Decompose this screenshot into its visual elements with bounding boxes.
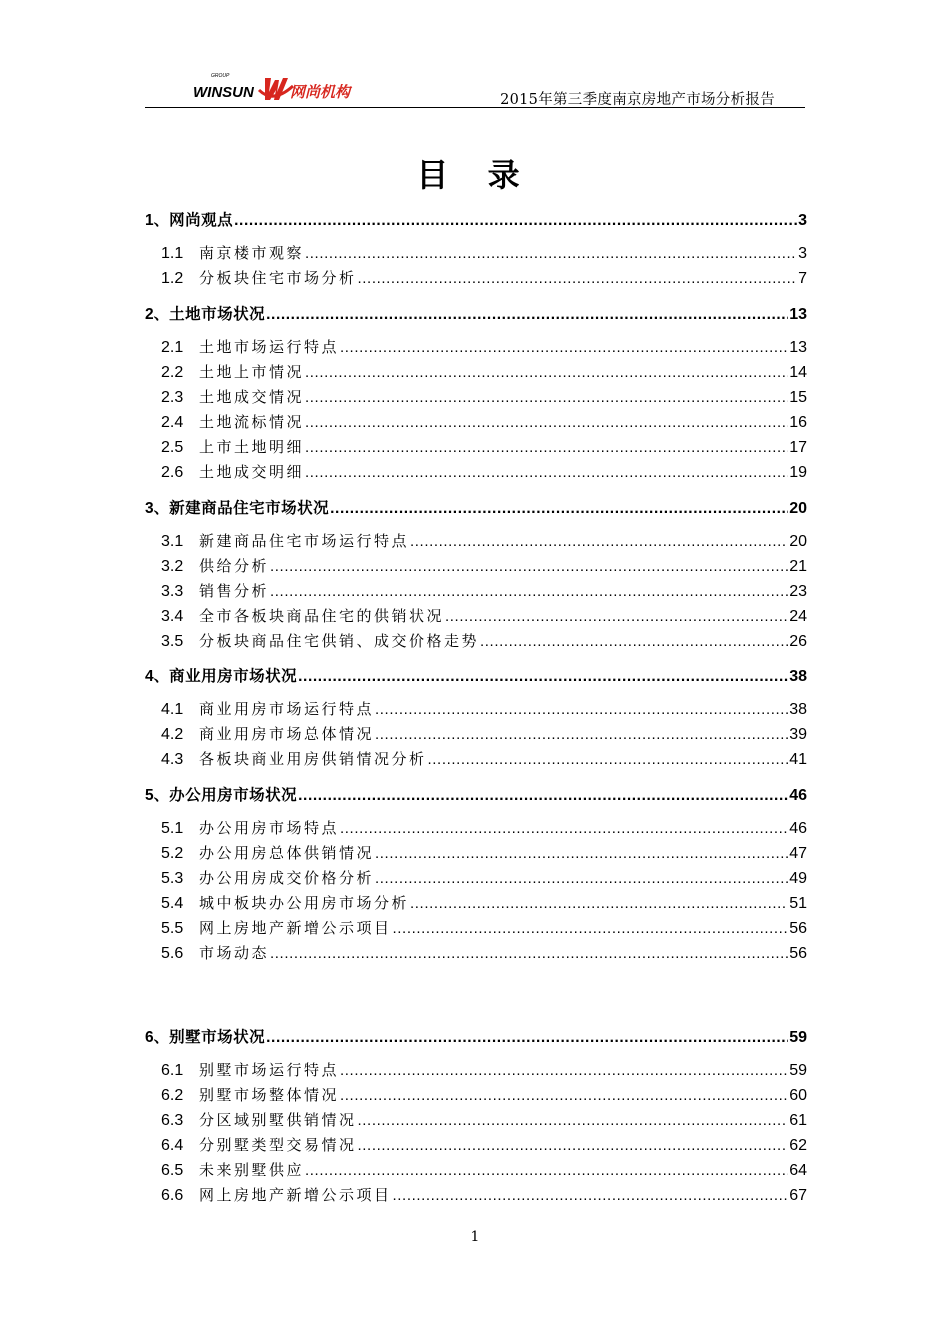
toc-entry-number: 6.3 <box>161 1112 184 1129</box>
toc-entry-label: 办公用房市场特点 <box>199 819 340 837</box>
toc-entry-page: 20 <box>789 500 807 517</box>
toc-entry-page: 13 <box>789 306 807 323</box>
toc-entry-label: 办公用房成交价格分析 <box>199 869 375 887</box>
toc-entry-label: 网尚观点 <box>169 211 234 229</box>
toc-entry[interactable] <box>161 267 807 289</box>
toc-entry[interactable] <box>145 302 807 324</box>
toc-entry-number: 2、 <box>145 306 170 323</box>
toc-entry-label: 市场动态 <box>199 944 270 962</box>
toc-entry-label: 网上房地产新增公示项目 <box>199 1186 392 1204</box>
toc-entry-label: 商业用房市场状况 <box>169 667 298 685</box>
dot-leader <box>305 414 788 431</box>
dot-leader <box>234 212 797 230</box>
toc-entry[interactable] <box>145 1025 807 1047</box>
toc-entry[interactable] <box>161 580 807 602</box>
toc-entry-page: 38 <box>789 668 807 685</box>
toc-entry-page: 61 <box>789 1112 807 1129</box>
toc-entry-number: 3、 <box>145 500 170 517</box>
toc-entry-label: 土地市场状况 <box>169 305 266 323</box>
dot-leader <box>375 726 788 743</box>
toc-entry-number: 5.3 <box>161 870 184 887</box>
toc-entry-page: 24 <box>789 608 807 625</box>
toc-entry-page: 17 <box>789 439 807 456</box>
toc-entry-number: 1.2 <box>161 270 184 287</box>
dot-leader <box>298 668 788 686</box>
toc-entry[interactable] <box>145 496 807 518</box>
toc-entry[interactable] <box>161 411 807 433</box>
toc-entry-number: 2.5 <box>161 439 184 456</box>
toc-entry-label: 未来别墅供应 <box>199 1161 305 1179</box>
toc-entry[interactable] <box>161 917 807 939</box>
toc-entry-number: 3.1 <box>161 533 184 550</box>
toc-entry-label: 分板块住宅市场分析 <box>199 269 357 287</box>
dot-leader <box>445 608 788 625</box>
toc-entry-label: 别墅市场状况 <box>169 1028 266 1046</box>
page-number: 1 <box>470 1229 480 1245</box>
toc-entry-label: 网上房地产新增公示项目 <box>199 919 392 937</box>
toc-entry[interactable] <box>161 555 807 577</box>
toc-entry-label: 供给分析 <box>199 557 270 575</box>
toc-entry[interactable] <box>161 942 807 964</box>
toc-entry[interactable] <box>145 783 807 805</box>
toc-entry-number: 6.6 <box>161 1187 184 1204</box>
toc-entry-number: 2.2 <box>161 364 184 381</box>
toc-entry-number: 6、 <box>145 1029 170 1046</box>
dot-leader <box>266 1029 788 1047</box>
dot-leader <box>270 558 788 575</box>
toc-entry-page: 51 <box>789 895 807 912</box>
dot-leader <box>428 751 789 768</box>
toc-entry-label: 各板块商业用房供销情况分析 <box>199 750 427 768</box>
toc-entry-number: 6.5 <box>161 1162 184 1179</box>
toc-entry-label: 商业用房市场总体情况 <box>199 725 375 743</box>
toc-entry-label: 销售分析 <box>199 582 270 600</box>
toc-entry[interactable] <box>161 842 807 864</box>
dot-leader <box>358 270 798 287</box>
toc-entry-page: 49 <box>789 870 807 887</box>
toc-entry-label: 土地成交情况 <box>199 388 305 406</box>
toc-entry-page: 64 <box>789 1162 807 1179</box>
toc-entry-number: 4.3 <box>161 751 184 768</box>
dot-leader <box>340 1062 788 1079</box>
toc-entry[interactable] <box>161 436 807 458</box>
toc-entry[interactable] <box>161 630 807 652</box>
toc-entry-page: 46 <box>789 820 807 837</box>
dot-leader <box>270 583 788 600</box>
toc-entry-page: 3 <box>798 245 807 262</box>
toc-entry-page: 59 <box>789 1062 807 1079</box>
toc-entry-label: 新建商品住宅市场运行特点 <box>199 532 410 550</box>
dot-leader <box>340 1087 788 1104</box>
logo-group-text: GROUP <box>211 73 230 79</box>
dot-leader <box>393 920 789 937</box>
toc-entry-page: 60 <box>789 1087 807 1104</box>
dot-leader <box>410 895 788 912</box>
dot-leader <box>393 1187 789 1204</box>
winsun-logo <box>193 70 363 104</box>
dot-leader <box>270 945 788 962</box>
dot-leader <box>330 500 788 518</box>
report-title: 2015年第三季度南京房地产市场分析报告 <box>500 92 775 108</box>
dot-leader <box>305 364 788 381</box>
toc-entry-page: 39 <box>789 726 807 743</box>
toc-entry-page: 67 <box>789 1187 807 1204</box>
toc-entry-page: 62 <box>789 1137 807 1154</box>
toc-entry[interactable] <box>161 817 807 839</box>
toc-entry[interactable] <box>161 386 807 408</box>
dot-leader <box>410 533 788 550</box>
dot-leader <box>358 1112 789 1129</box>
toc-entry-page: 16 <box>789 414 807 431</box>
toc-entry-number: 1、 <box>145 212 170 229</box>
toc-entry-number: 6.2 <box>161 1087 184 1104</box>
toc-entry-page: 26 <box>789 633 807 650</box>
toc-entry-number: 4.1 <box>161 701 184 718</box>
toc-entry[interactable] <box>161 336 807 358</box>
toc-entry-label: 上市土地明细 <box>199 438 305 456</box>
toc-entry-page: 3 <box>798 212 807 229</box>
toc-entry[interactable] <box>161 1184 807 1206</box>
toc-entry-number: 5.4 <box>161 895 184 912</box>
toc-entry-label: 办公用房总体供销情况 <box>199 844 375 862</box>
toc-entry-number: 5.6 <box>161 945 184 962</box>
dot-leader <box>305 245 797 262</box>
logo-winsun-text: WINSUN <box>193 84 254 101</box>
toc-entry-page: 15 <box>789 389 807 406</box>
dot-leader <box>375 870 788 887</box>
toc-entry-page: 47 <box>789 845 807 862</box>
toc-entry-number: 3.2 <box>161 558 184 575</box>
toc-entry-number: 2.3 <box>161 389 184 406</box>
toc-entry-number: 3.4 <box>161 608 184 625</box>
toc-entry-number: 5.2 <box>161 845 184 862</box>
toc-entry[interactable] <box>161 867 807 889</box>
toc-entry-number: 6.1 <box>161 1062 184 1079</box>
dot-leader <box>340 820 788 837</box>
toc-entry-number: 2.4 <box>161 414 184 431</box>
toc-entry-label: 别墅市场运行特点 <box>199 1061 340 1079</box>
toc-entry[interactable] <box>161 461 807 483</box>
toc-entry-number: 5、 <box>145 787 170 804</box>
dot-leader <box>298 787 788 805</box>
dot-leader <box>266 306 788 324</box>
toc-entry[interactable] <box>145 664 807 686</box>
toc-entry-number: 2.6 <box>161 464 184 481</box>
toc-entry-number: 6.4 <box>161 1137 184 1154</box>
toc-entry-page: 59 <box>789 1029 807 1046</box>
toc-entry-number: 5.1 <box>161 820 184 837</box>
toc-entry-label: 分区域别墅供销情况 <box>199 1111 357 1129</box>
toc-entry-label: 别墅市场整体情况 <box>199 1086 340 1104</box>
toc-entry-number: 1.1 <box>161 245 184 262</box>
toc-entry[interactable] <box>161 723 807 745</box>
toc-entry-page: 38 <box>789 701 807 718</box>
toc-entry[interactable] <box>161 1084 807 1106</box>
toc-entry-page: 56 <box>789 920 807 937</box>
dot-leader <box>358 1137 789 1154</box>
toc-entry-label: 南京楼市观察 <box>199 244 305 262</box>
toc-entry-page: 23 <box>789 583 807 600</box>
header-divider <box>145 107 805 108</box>
toc-entry[interactable] <box>145 208 807 230</box>
toc-entry[interactable] <box>161 698 807 720</box>
dot-leader <box>480 633 788 650</box>
toc-entry-page: 21 <box>789 558 807 575</box>
toc-entry-number: 4.2 <box>161 726 184 743</box>
toc-entry-page: 13 <box>789 339 807 356</box>
toc-entry-page: 14 <box>789 364 807 381</box>
toc-entry-number: 4、 <box>145 668 170 685</box>
toc-entry-label: 土地成交明细 <box>199 463 305 481</box>
toc-entry[interactable] <box>161 1059 807 1081</box>
toc-entry[interactable] <box>161 1134 807 1156</box>
toc-entry[interactable] <box>161 361 807 383</box>
toc-entry-number: 3.5 <box>161 633 184 650</box>
toc-entry[interactable] <box>161 530 807 552</box>
toc-entry-label: 商业用房市场运行特点 <box>199 700 375 718</box>
toc-entry-label: 土地上市情况 <box>199 363 305 381</box>
toc-entry-label: 办公用房市场状况 <box>169 786 298 804</box>
toc-entry-page: 19 <box>789 464 807 481</box>
toc-entry-label: 全市各板块商品住宅的供销状况 <box>199 607 445 625</box>
toc-entry-label: 分板块商品住宅供销、成交价格走势 <box>199 632 480 650</box>
toc-entry-page: 7 <box>798 270 807 287</box>
page-header <box>145 66 805 110</box>
toc-entry-number: 3.3 <box>161 583 184 600</box>
toc-entry[interactable] <box>161 748 807 770</box>
toc-entry-page: 41 <box>789 751 807 768</box>
toc-entry-page: 20 <box>789 533 807 550</box>
toc-entry[interactable] <box>161 605 807 627</box>
dot-leader <box>375 845 788 862</box>
toc-entry-label: 分别墅类型交易情况 <box>199 1136 357 1154</box>
dot-leader <box>305 464 788 481</box>
dot-leader <box>305 1162 788 1179</box>
toc-entry-number: 5.5 <box>161 920 184 937</box>
dot-leader <box>340 339 788 356</box>
toc-entry-label: 城中板块办公用房市场分析 <box>199 894 410 912</box>
toc-entry[interactable] <box>161 242 807 264</box>
toc-entry-label: 新建商品住宅市场状况 <box>169 499 330 517</box>
toc-entry-number: 2.1 <box>161 339 184 356</box>
toc-entry-page: 56 <box>789 945 807 962</box>
toc-entry[interactable] <box>161 892 807 914</box>
toc-entry-page: 46 <box>789 787 807 804</box>
toc-entry-label: 土地流标情况 <box>199 413 305 431</box>
dot-leader <box>305 439 788 456</box>
logo-cn-text: 网尚机构 <box>290 83 351 101</box>
toc-heading: 目 录 <box>416 156 534 194</box>
dot-leader <box>375 701 788 718</box>
toc-entry-label: 土地市场运行特点 <box>199 338 340 356</box>
toc-entry[interactable] <box>161 1109 807 1131</box>
toc-entry[interactable] <box>161 1159 807 1181</box>
dot-leader <box>305 389 788 406</box>
